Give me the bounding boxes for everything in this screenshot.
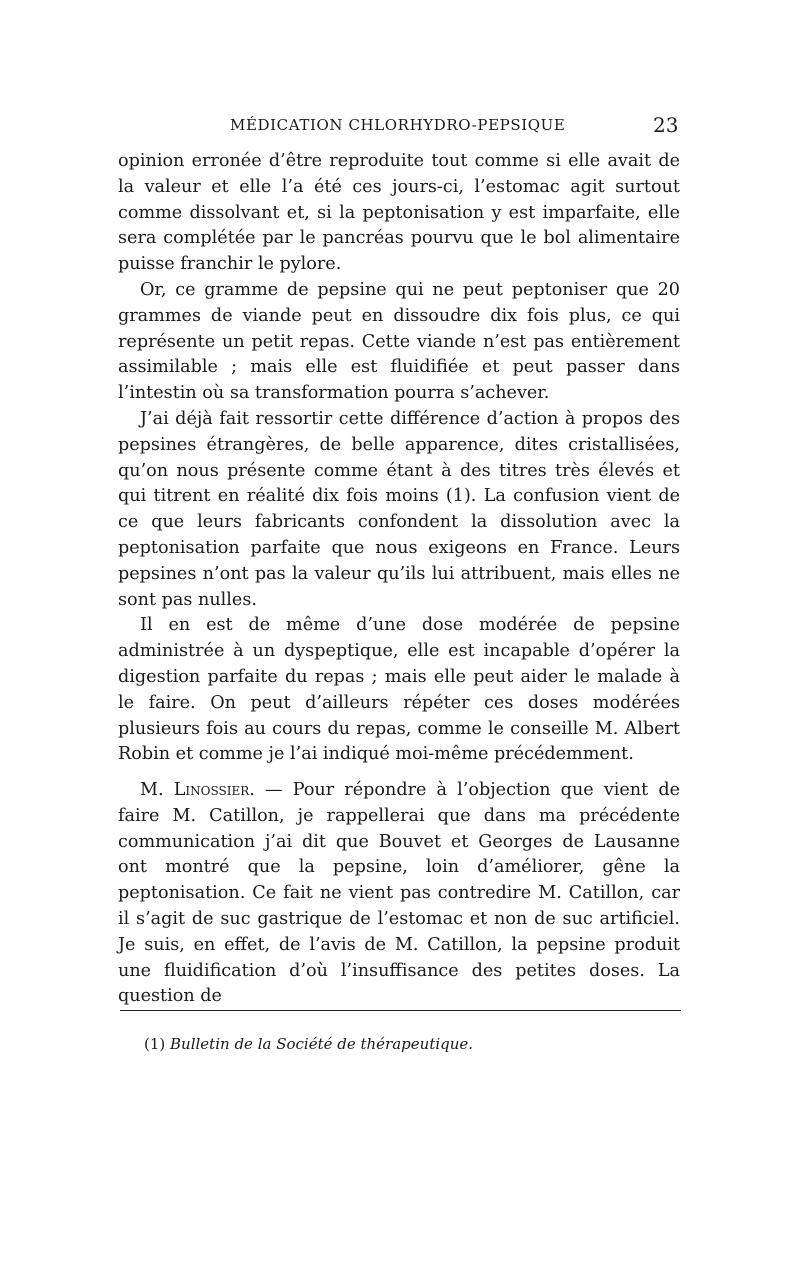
page-number: 23	[653, 113, 679, 137]
running-title: MÉDICATION CHLORHYDRO-PEPSIQUE	[230, 116, 566, 134]
speaker-name: M. Linossier.	[140, 780, 255, 800]
footnote	[144, 1034, 473, 1054]
discussion-paragraph	[118, 778, 680, 1010]
footnote-reference: Bulletin de la Société de thérapeutique.	[170, 1035, 474, 1053]
discussion-body: Pour répondre à l’objection que vient de faire M. Catillon, je rappellerai que dans ma précédente communication j’ai dit que Bouvet et Georges de Lausanne ont montré que la pepsine, loin d’améliorer, gêne la peptonisation. Ce fait ne vient pas contredire M. Catillon, car il s’agit de suc gastrique de l’estomac et non de suc artificiel. Je suis, en effet, de l’avis de M. Catillon, la pepsine produit une fluidification d’où l’insuffisance des petites doses. La question de	[118, 780, 680, 1007]
footnote-divider	[120, 1010, 681, 1011]
paragraph: Il en est de même d’une dose modérée de pepsine administrée à un dyspeptique, elle est incapable d’opérer la digestion parfaite du repas ; mais elle peut aider le malade à le faire. On peut d’ailleurs répéter ces doses modérées plusieurs fois au cours du repas, comme le conseille M. Albert Robin et comme je l’ai indiqué moi-même précédemment.	[118, 615, 680, 765]
footnote-marker: (1)	[144, 1035, 166, 1053]
main-text	[118, 149, 680, 768]
paragraph: J’ai déjà fait ressortir cette différence d’action à propos des pepsines étrangères, de belle apparence, dites cristallisées, qu’on nous présente comme étant à des titres très élevés et qui titrent en réalité dix fois moins (1). La confusion vient de ce que leurs fabricants confondent la dissolution avec la peptonisation parfaite que nous exigeons en France. Leurs pepsines n’ont pas la valeur qu’ils lui attribuent, mais elles ne sont pas nulles.	[118, 408, 680, 610]
paragraph: opinion erronée d’être reproduite tout comme si elle avait de la valeur et elle l’a été ces jours-ci, l’estomac agit surtout comme dissolvant et, si la peptonisation y est imparfaite, elle sera complétée par le pancréas pourvu que le bol alimentaire puisse franchir le pylore.	[118, 151, 680, 275]
discussion-text	[118, 778, 680, 1010]
paragraph: Or, ce gramme de pepsine qui ne peut peptoniser que 20 grammes de viande peut en dissoudre dix fois plus, ce qui représente un petit repas. Cette viande n’est pas entièrement assimilable ; mais elle est fluidifiée et peut passer dans l’intestin où sa transformation pourra s’achever.	[118, 279, 680, 404]
speaker-dash: —	[254, 780, 293, 800]
